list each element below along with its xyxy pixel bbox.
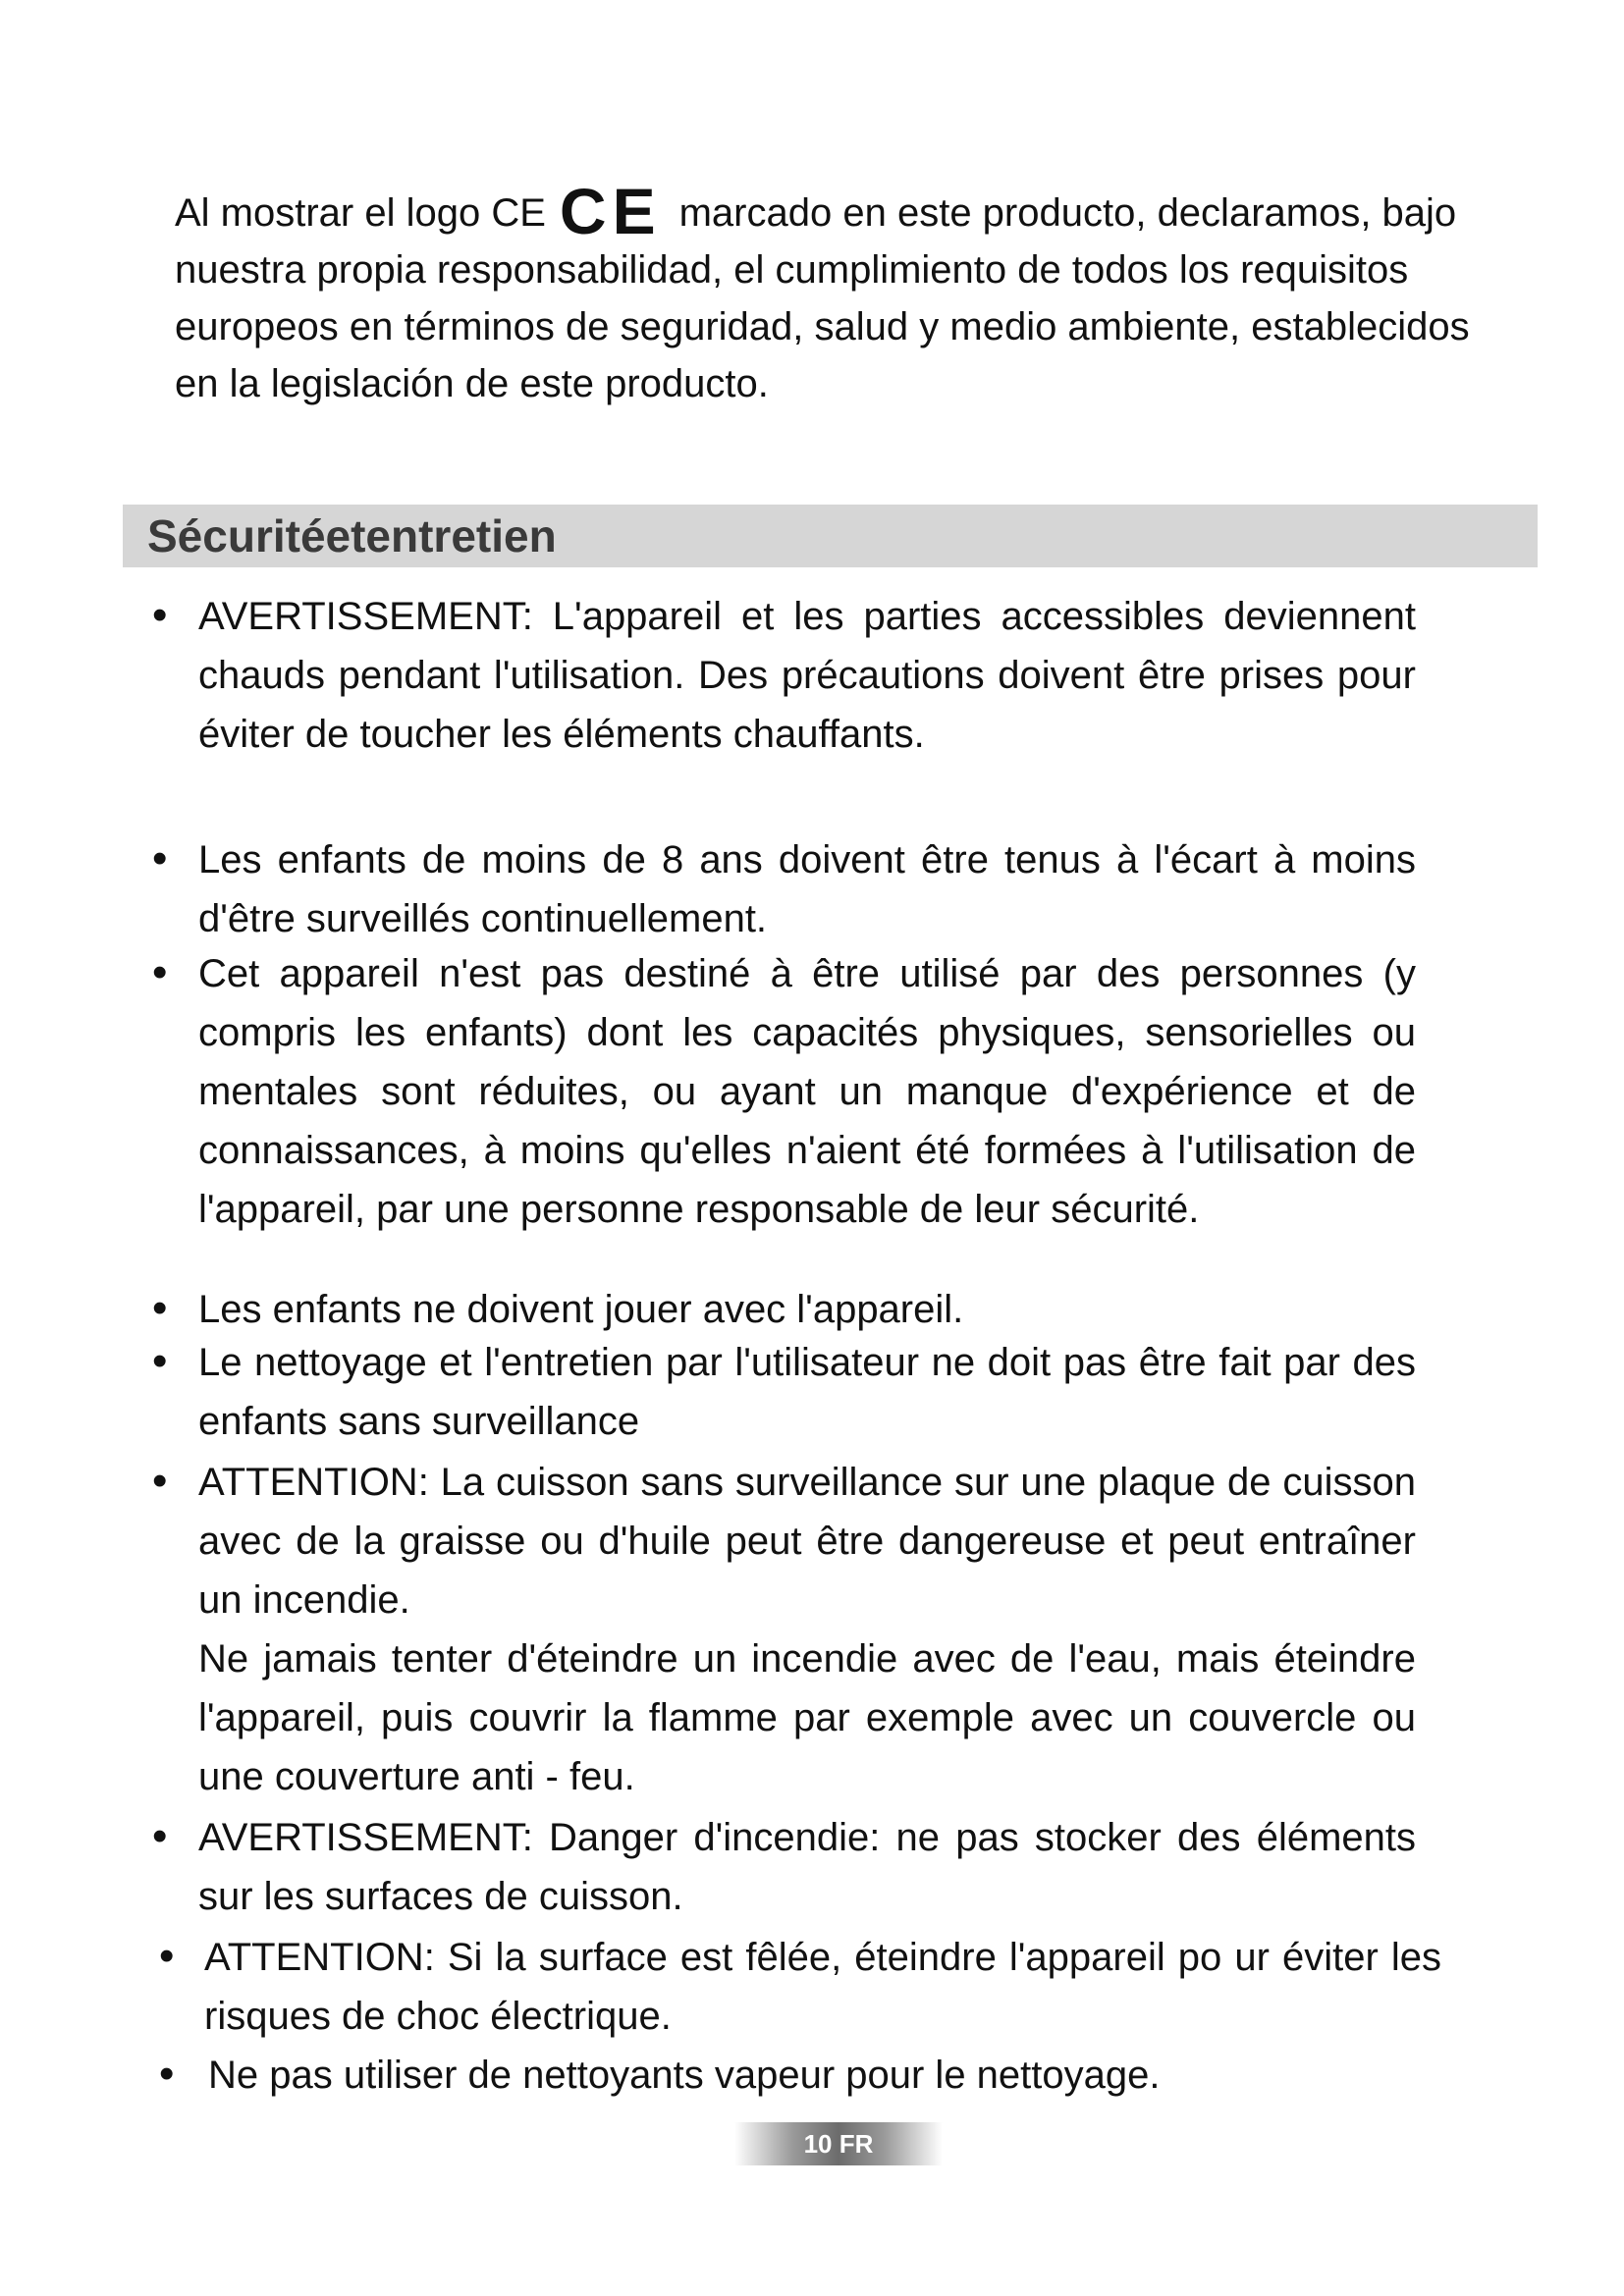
bullet-dot: • xyxy=(152,1284,168,1332)
bullet-dot: • xyxy=(152,1457,168,1505)
bullet-dot: • xyxy=(152,591,168,639)
bullet-text: ATTENTION: Si la surface est fêlée, éteindre l'appareil po ur éviter les risques de choc électrique. xyxy=(204,1936,1441,2038)
ce-logo-icon: CE xyxy=(559,175,662,247)
page-number-badge xyxy=(734,2122,943,2165)
intro-after-logo: marcado en este producto, declaramos, bajo nuestra propia responsabilidad, el cumplimiento de todos los requisitos europeos en términos de seguridad, salud y medio ambiente, establecidos en la legislación de este producto. xyxy=(175,191,1470,405)
intro-before-logo: Al mostrar el logo CE xyxy=(175,191,546,235)
section-header xyxy=(123,505,1538,567)
bullet-dot: • xyxy=(159,1932,175,1980)
bullet-paragraph: ATTENTION: La cuisson sans surveillance sur une plaque de cuisson avec de la graisse ou d'huile peut être dangereuse et peut entraîner un incendie. xyxy=(198,1461,1416,1622)
bullet-text xyxy=(198,1453,1416,1806)
bullet-paragraph: Ne jamais tenter d'éteindre un incendie avec de l'eau, mais éteindre l'appareil, puis couvrir la flamme par exemple avec un couvercle ou une couverture anti - feu. xyxy=(198,1637,1416,1798)
bullet-dot: • xyxy=(152,1812,168,1860)
bullet-dot: • xyxy=(152,834,168,882)
intro-paragraph xyxy=(175,175,1481,412)
bullet-dot: • xyxy=(152,1337,168,1385)
bullet-text: Le nettoyage et l'entretien par l'utilisateur ne doit pas être fait par des enfants sans surveillance xyxy=(198,1341,1416,1443)
bullet-text: Les enfants ne doivent jouer avec l'appareil. xyxy=(198,1288,964,1331)
bullet-dot: • xyxy=(152,948,168,996)
bullet-text: Les enfants de moins de 8 ans doivent être tenus à l'écart à moins d'être surveillés continuellement. xyxy=(198,838,1416,940)
page-number: 10 FR xyxy=(803,2129,874,2159)
bullet-text: AVERTISSEMENT: L'appareil et les parties accessibles deviennent chauds pendant l'utilisation. Des précautions doivent être prises pour éviter de toucher les éléments chauffants. xyxy=(198,595,1416,756)
bullet-dot: • xyxy=(159,2050,175,2098)
bullet-text: Ne pas utiliser de nettoyants vapeur pour le nettoyage. xyxy=(208,2054,1161,2097)
bullet-text: AVERTISSEMENT: Danger d'incendie: ne pas stocker des éléments sur les surfaces de cuisson. xyxy=(198,1816,1416,1918)
bullet-text: Cet appareil n'est pas destiné à être utilisé par des personnes (y compris les enfants) dont les capacités physiques, sensorielles ou mentales sont réduites, ou ayant un manque d'expérience et de connaissances, à moins qu'elles n'aient été formées à l'utilisation de l'appareil, par une personne responsable de leur sécurité. xyxy=(198,952,1416,1231)
section-title: Sécuritéetentretien xyxy=(147,510,557,561)
